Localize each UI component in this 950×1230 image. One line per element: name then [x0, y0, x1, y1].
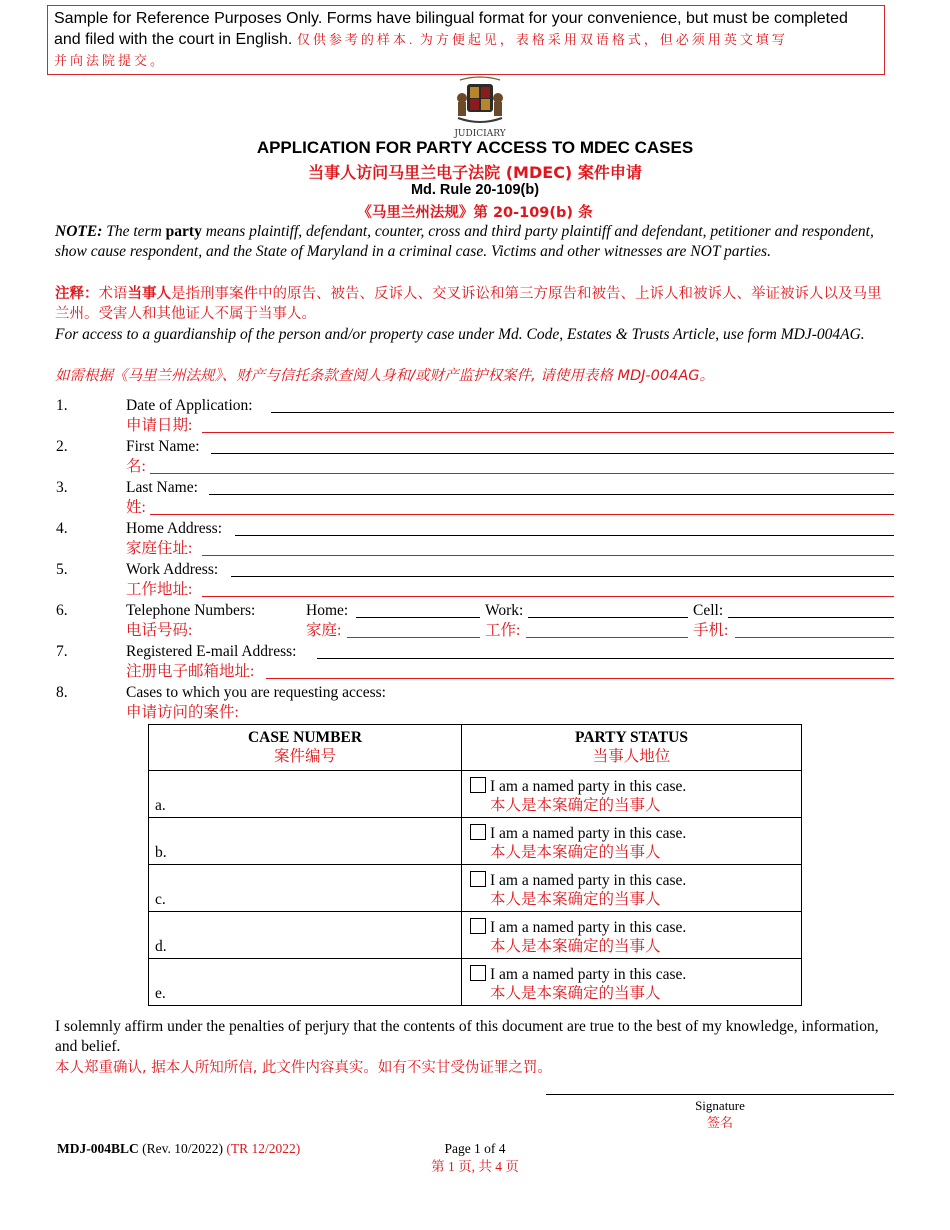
first-name-field[interactable]	[211, 453, 894, 454]
home-phone-field-zh[interactable]	[347, 637, 480, 638]
party-status-header-en: PARTY STATUS	[575, 729, 688, 746]
seal-label: JUDICIARY	[454, 129, 506, 139]
affirmation	[55, 1017, 895, 1078]
row-letter: e.	[155, 985, 166, 1002]
note-text-2: means plaintiff, defendant, counter, cross and third party plaintiff and defendant, petitioner and respondent, show cause respondent, and the State of Maryland in a criminal case. Victims and other witnesses are NOT parties.	[55, 223, 874, 261]
case-number-cell[interactable]	[149, 771, 462, 818]
signature-label	[546, 1097, 894, 1131]
cell-phone-label-zh: 手机:	[693, 622, 729, 639]
date-of-application-label: Date of Application:	[126, 397, 253, 414]
home-address-field[interactable]	[235, 535, 894, 536]
case-number-cell[interactable]	[149, 912, 462, 959]
form-revision: (Rev. 10/2022)	[138, 1141, 227, 1156]
named-party-checkbox[interactable]	[470, 965, 486, 981]
row-letter: b.	[155, 844, 167, 861]
cases-label-zh: 申请访问的案件:	[126, 704, 239, 721]
cell-phone-field-zh[interactable]	[735, 637, 894, 638]
note-paragraph-zh	[55, 284, 893, 325]
work-phone-field[interactable]	[528, 617, 688, 618]
row-letter: a.	[155, 797, 166, 814]
named-party-checkbox[interactable]	[470, 871, 486, 887]
email-label: Registered E-mail Address:	[126, 643, 297, 660]
party-status-cell	[462, 912, 802, 959]
party-status-text	[490, 777, 686, 815]
date-of-application-label-zh: 申请日期:	[126, 417, 193, 434]
signature-label-zh: 签名	[706, 1115, 733, 1130]
date-of-application-field[interactable]	[271, 412, 894, 413]
note-term-zh: 当事人	[127, 286, 171, 302]
home-phone-label: Home:	[306, 602, 349, 619]
party-status-text-zh: 本人是本案确定的当事人	[490, 985, 661, 1002]
page-number	[375, 1140, 575, 1176]
item-number: 4.	[56, 520, 68, 537]
form-id-code: MDJ-004BLC	[57, 1141, 139, 1156]
first-name-label-zh: 名:	[126, 458, 146, 475]
table-row	[149, 959, 802, 1006]
page-number-zh: 第 1 页, 共 4 页	[431, 1159, 519, 1174]
party-status-text-zh: 本人是本案确定的当事人	[490, 797, 661, 814]
cases-label: Cases to which you are requesting access:	[126, 684, 386, 701]
home-phone-label-zh: 家庭:	[306, 622, 342, 639]
date-of-application-field-zh[interactable]	[202, 432, 894, 433]
guardianship-note-zh: 如需根据《马里兰州法规》、财产与信托条款查阅人身和/或财产监护权案件, 请使用表格 MDJ-004AG。	[55, 368, 714, 384]
last-name-field-zh[interactable]	[150, 514, 894, 515]
party-status-text	[490, 824, 686, 862]
first-name-field-zh[interactable]	[150, 473, 894, 474]
signature-label-en: Signature	[695, 1098, 745, 1113]
named-party-checkbox[interactable]	[470, 777, 486, 793]
item-number: 5.	[56, 561, 68, 578]
page-number-en: Page 1 of 4	[444, 1141, 506, 1156]
email-field[interactable]	[317, 658, 894, 659]
named-party-checkbox[interactable]	[470, 918, 486, 934]
work-address-field[interactable]	[231, 576, 894, 577]
item-number: 8.	[56, 684, 68, 701]
party-status-text	[490, 871, 686, 909]
work-phone-label-zh: 工作:	[485, 622, 521, 639]
row-letter: c.	[155, 891, 166, 908]
work-address-label-zh: 工作地址:	[126, 581, 193, 598]
party-status-text-zh: 本人是本案确定的当事人	[490, 844, 661, 861]
party-status-text	[490, 965, 686, 1003]
case-number-header-zh: 案件编号	[273, 748, 336, 765]
table-row	[149, 865, 802, 912]
signature-field[interactable]	[546, 1094, 894, 1095]
last-name-field[interactable]	[209, 494, 894, 495]
note-text-zh-2: 是指刑事案件中的原告、被告、反诉人、交叉诉讼和第三方原告和被告、上诉人和被诉人、举证被诉人以及马里兰州。受害人和其他证人不属于当事人。	[55, 286, 882, 323]
party-status-text-en: I am a named party in this case.	[490, 778, 687, 795]
note-paragraph	[55, 222, 893, 263]
case-number-header-en: CASE NUMBER	[247, 729, 363, 746]
note-label-zh: 注释：	[55, 286, 99, 302]
affirmation-en: I solemnly affirm under the penalties of perjury that the contents of this document are true to the best of my knowledge, information, and belief.	[55, 1018, 879, 1055]
case-number-cell[interactable]	[149, 818, 462, 865]
note-text-zh-1: 术语	[98, 286, 128, 302]
note-term: party	[165, 223, 202, 240]
item-number: 6.	[56, 602, 68, 619]
last-name-label: Last Name:	[126, 479, 198, 496]
party-status-cell	[462, 818, 802, 865]
party-status-text-zh: 本人是本案确定的当事人	[490, 891, 661, 908]
work-phone-label: Work:	[485, 602, 524, 619]
party-status-text-en: I am a named party in this case.	[490, 966, 687, 983]
form-translation-date: (TR 12/2022)	[226, 1141, 301, 1156]
first-name-label: First Name:	[126, 438, 200, 455]
party-status-text-en: I am a named party in this case.	[490, 872, 687, 889]
row-letter: d.	[155, 938, 167, 955]
work-phone-field-zh[interactable]	[526, 637, 688, 638]
party-status-text-en: I am a named party in this case.	[490, 919, 687, 936]
case-number-cell[interactable]	[149, 959, 462, 1006]
banner-text-zh-1: 仅供参考的样本.	[296, 32, 416, 47]
item-number: 2.	[56, 438, 68, 455]
banner-text-en: Sample for Reference Purposes Only. Forms have bilingual format for your convenience, but must be completed and filed with the court in English.	[54, 10, 848, 48]
party-status-header	[462, 725, 802, 771]
telephone-label: Telephone Numbers:	[126, 602, 256, 619]
note-label: NOTE:	[55, 223, 103, 240]
email-label-zh: 注册电子邮箱地址:	[126, 663, 255, 680]
cases-table	[148, 724, 802, 1006]
item-number: 7.	[56, 643, 68, 660]
party-status-text-en: I am a named party in this case.	[490, 825, 687, 842]
judiciary-seal-icon	[440, 70, 520, 140]
table-row	[149, 771, 802, 818]
party-status-header-zh: 当事人地位	[592, 748, 671, 765]
work-address-label: Work Address:	[126, 561, 219, 578]
banner-text-zh-2: 为方便起见，表格采用双语格式，但必须用英文填写	[419, 32, 788, 47]
rule-reference: Md. Rule 20-109(b)	[410, 182, 540, 198]
form-title-zh: 当事人访问马里兰电子法院 (MDEC) 案件申请	[308, 163, 642, 182]
party-status-text-zh: 本人是本案确定的当事人	[490, 938, 661, 955]
reference-banner	[47, 5, 885, 75]
note-text-1: The term	[102, 223, 166, 240]
last-name-label-zh: 姓:	[126, 499, 146, 516]
table-row	[149, 912, 802, 959]
cell-phone-field[interactable]	[728, 617, 894, 618]
party-status-text	[490, 918, 686, 956]
home-address-label-zh: 家庭住址:	[126, 540, 193, 557]
party-status-cell	[462, 959, 802, 1006]
email-field-zh[interactable]	[266, 678, 894, 679]
home-address-label: Home Address:	[126, 520, 223, 537]
home-phone-field[interactable]	[356, 617, 480, 618]
case-number-cell[interactable]	[149, 865, 462, 912]
rule-reference-zh: 《马里兰州法规》第 20-109(b) 条	[357, 205, 593, 221]
banner-text-zh-3: 并向法院提交。	[54, 53, 167, 68]
affirmation-zh: 本人郑重确认, 据本人所知所信, 此文件内容真实。如有不实甘受伪证罪之罚。	[55, 1060, 552, 1076]
form-id	[57, 1140, 300, 1158]
guardianship-note: For access to a guardianship of the person and/or property case under Md. Code, Estates & Trusts Article, use form MDJ-004AG.	[55, 326, 865, 343]
table-header-row	[149, 725, 802, 771]
cell-phone-label: Cell:	[693, 602, 724, 619]
home-address-field-zh[interactable]	[202, 555, 894, 556]
telephone-label-zh: 电话号码:	[126, 622, 193, 639]
item-number: 1.	[56, 397, 68, 414]
case-number-header	[149, 725, 462, 771]
work-address-field-zh[interactable]	[202, 596, 894, 597]
table-row	[149, 818, 802, 865]
party-status-cell	[462, 771, 802, 818]
item-number: 3.	[56, 479, 68, 496]
named-party-checkbox[interactable]	[470, 824, 486, 840]
party-status-cell	[462, 865, 802, 912]
form-title: APPLICATION FOR PARTY ACCESS TO MDEC CASES	[256, 138, 694, 157]
